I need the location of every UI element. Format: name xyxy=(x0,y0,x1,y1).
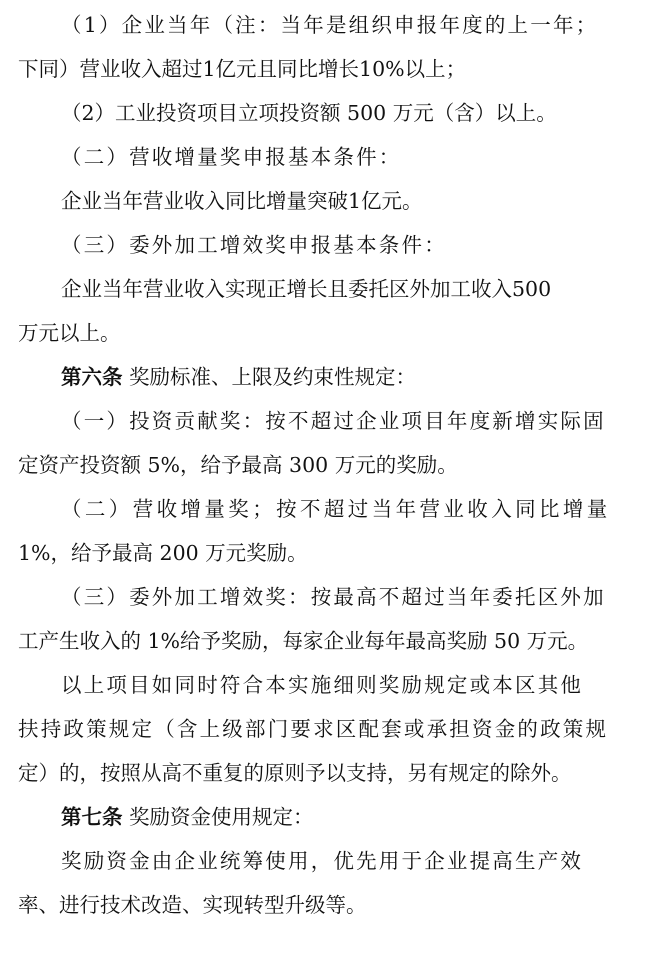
paragraph-line: 企业当年营业收入实现正增长且委托区外加工收入500 xyxy=(61,277,552,301)
paragraph-line: 万元以上。 xyxy=(18,321,121,345)
paragraph-line: 定）的，按照从高不重复的原则予以支持，另有规定的除外。 xyxy=(18,761,572,785)
paragraph-line: 下同）营业收入超过1亿元且同比增长10%以上； xyxy=(18,57,467,81)
paragraph-line: 以上项目如同时符合本实施细则奖励规定或本区其他 xyxy=(61,673,584,697)
paragraph-line: （二）营收增量奖；按不超过当年营业收入同比增量 xyxy=(61,497,611,521)
article-title: 奖励标准、上限及约束性规定： xyxy=(129,365,417,389)
paragraph-line: 定资产投资额 5%，给予最高 300 万元的奖励。 xyxy=(18,453,458,477)
article-heading xyxy=(0,794,652,840)
section-heading: （二）营收增量奖申报基本条件： xyxy=(61,145,402,169)
article-heading xyxy=(0,354,652,400)
article-title: 奖励资金使用规定： xyxy=(129,805,314,829)
paragraph-line: （三）委外加工增效奖：按最高不超过当年委托区外加 xyxy=(61,585,606,609)
article-label: 第七条 xyxy=(61,805,123,829)
paragraph-line: 工产生收入的 1%给予奖励，每家企业每年最高奖励 50 万元。 xyxy=(18,629,589,653)
section-heading: （三）委外加工增效奖申报基本条件： xyxy=(61,233,447,257)
paragraph-line: 1%，给予最高 200 万元奖励。 xyxy=(18,541,308,565)
paragraph-line: 扶持政策规定（含上级部门要求区配套或承担资金的政策规 xyxy=(18,717,609,741)
article-label: 第六条 xyxy=(61,365,123,389)
paragraph-line: 企业当年营业收入同比增量突破1亿元。 xyxy=(61,189,423,213)
paragraph-line: （2）工业投资项目立项投资额 500 万元（含）以上。 xyxy=(61,101,557,125)
paragraph-line: （一）投资贡献奖：按不超过企业项目年度新增实际固 xyxy=(61,409,606,433)
paragraph-line: 奖励资金由企业统筹使用，优先用于企业提高生产效 xyxy=(61,849,584,873)
paragraph-line: 率、进行技术改造、实现转型升级等。 xyxy=(18,893,367,917)
paragraph-line: （1）企业当年（注：当年是组织申报年度的上一年； xyxy=(61,13,599,37)
